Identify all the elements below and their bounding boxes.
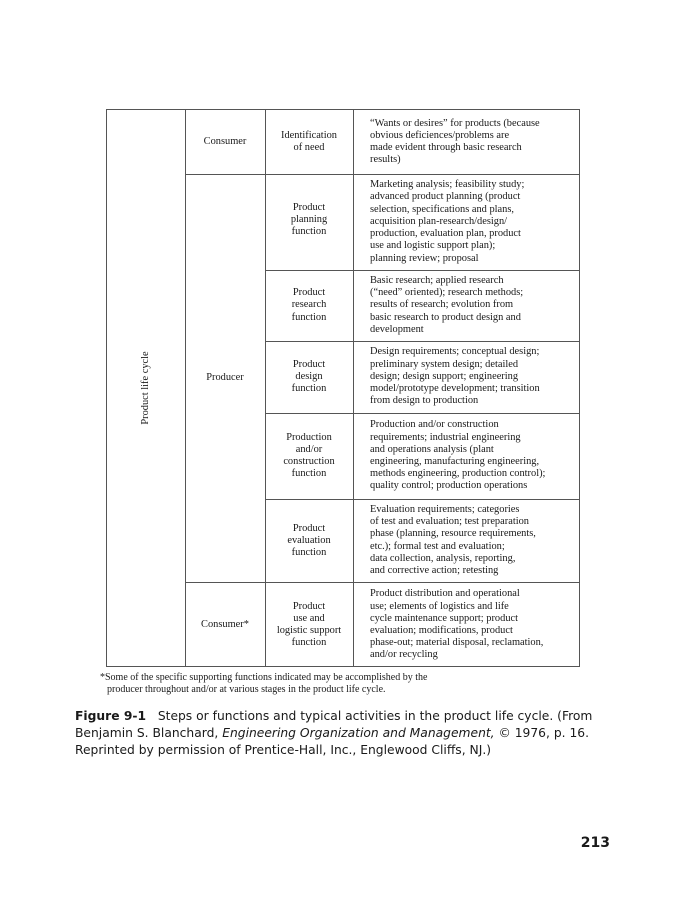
caption-book-title: Engineering Organization and Management, [222,726,495,740]
function-cell: Product planning function [290,202,328,238]
party-cell-consumer-star [185,582,265,668]
figure-caption [75,708,605,759]
description-cell: Design requirements; conceptual design; preliminary system design; detailed design; design support; engineering model/prototype development; transition from design to production [370,346,540,407]
function-cell: Product design function [291,358,327,395]
page-number: 213 [580,835,610,851]
caption-text-after: © 1976, p. 16. Reprinted by permission of Prentice-Hall, Inc., Englewood Cliffs, NJ.) [75,726,589,757]
table-footnote [100,672,580,696]
description-cell: Basic research; applied research (“need” oriented); research methods; results of research; evolution from basic research to product design and development [370,274,524,335]
function-cell: Product evaluation function [287,523,331,559]
description-cell: Product distribution and operational use; elements of logistics and life cycle maintenance support; product evaluation; modifications, product phase-out; material disposal, reclamation, and/or recycling [370,588,544,661]
footnote-line-1: *Some of the specific supporting functions indicated may be accomplished by the [100,672,428,683]
function-cell: Production and/or construction function [283,431,335,480]
lifecycle-side-label [107,110,185,666]
description-cell: “Wants or desires” for products (because obvious deficiences/problems are made evident through basic research results) [370,117,540,166]
product-life-cycle-table [106,109,580,667]
party-label: Consumer [203,135,247,147]
description-cell: Production and/or construction requirements; industrial engineering and operations analysis (plant engineering, manufacturing engineering, methods engineering, production control); quality control; production operations [370,419,546,492]
figure-label: Figure 9-1 [75,709,147,723]
description-cell: Evaluation requirements; categories of test and evaluation; test preparation phase (planning, resource requirements, etc.); formal test and evaluation; data collection, analysis, reporting, and corrective action; retesting [370,503,536,576]
party-cell-producer [185,174,265,582]
party-label: Producer [206,371,244,383]
caption-text-before: Steps or functions and typical activities in the product life cycle. (From Benjamin S. Blanchard, [75,709,593,740]
party-label: Consumer* [201,618,249,630]
function-cell: Product research function [291,287,327,323]
footnote-line-2: producer throughout and/or at various stages in the product life cycle. [107,684,386,695]
party-cell-consumer [185,110,265,174]
lifecycle-label-text: Product life cycle [139,351,151,425]
function-cell: Product use and logistic support function [276,600,342,649]
function-cell: Identification of need [281,129,337,153]
description-cell: Marketing analysis; feasibility study; advanced product planning (product selection, specifications and plans, acquisition plan-research/design/ production, evaluation plan, product use and logistic support plan); planning review; proposal [370,179,525,264]
